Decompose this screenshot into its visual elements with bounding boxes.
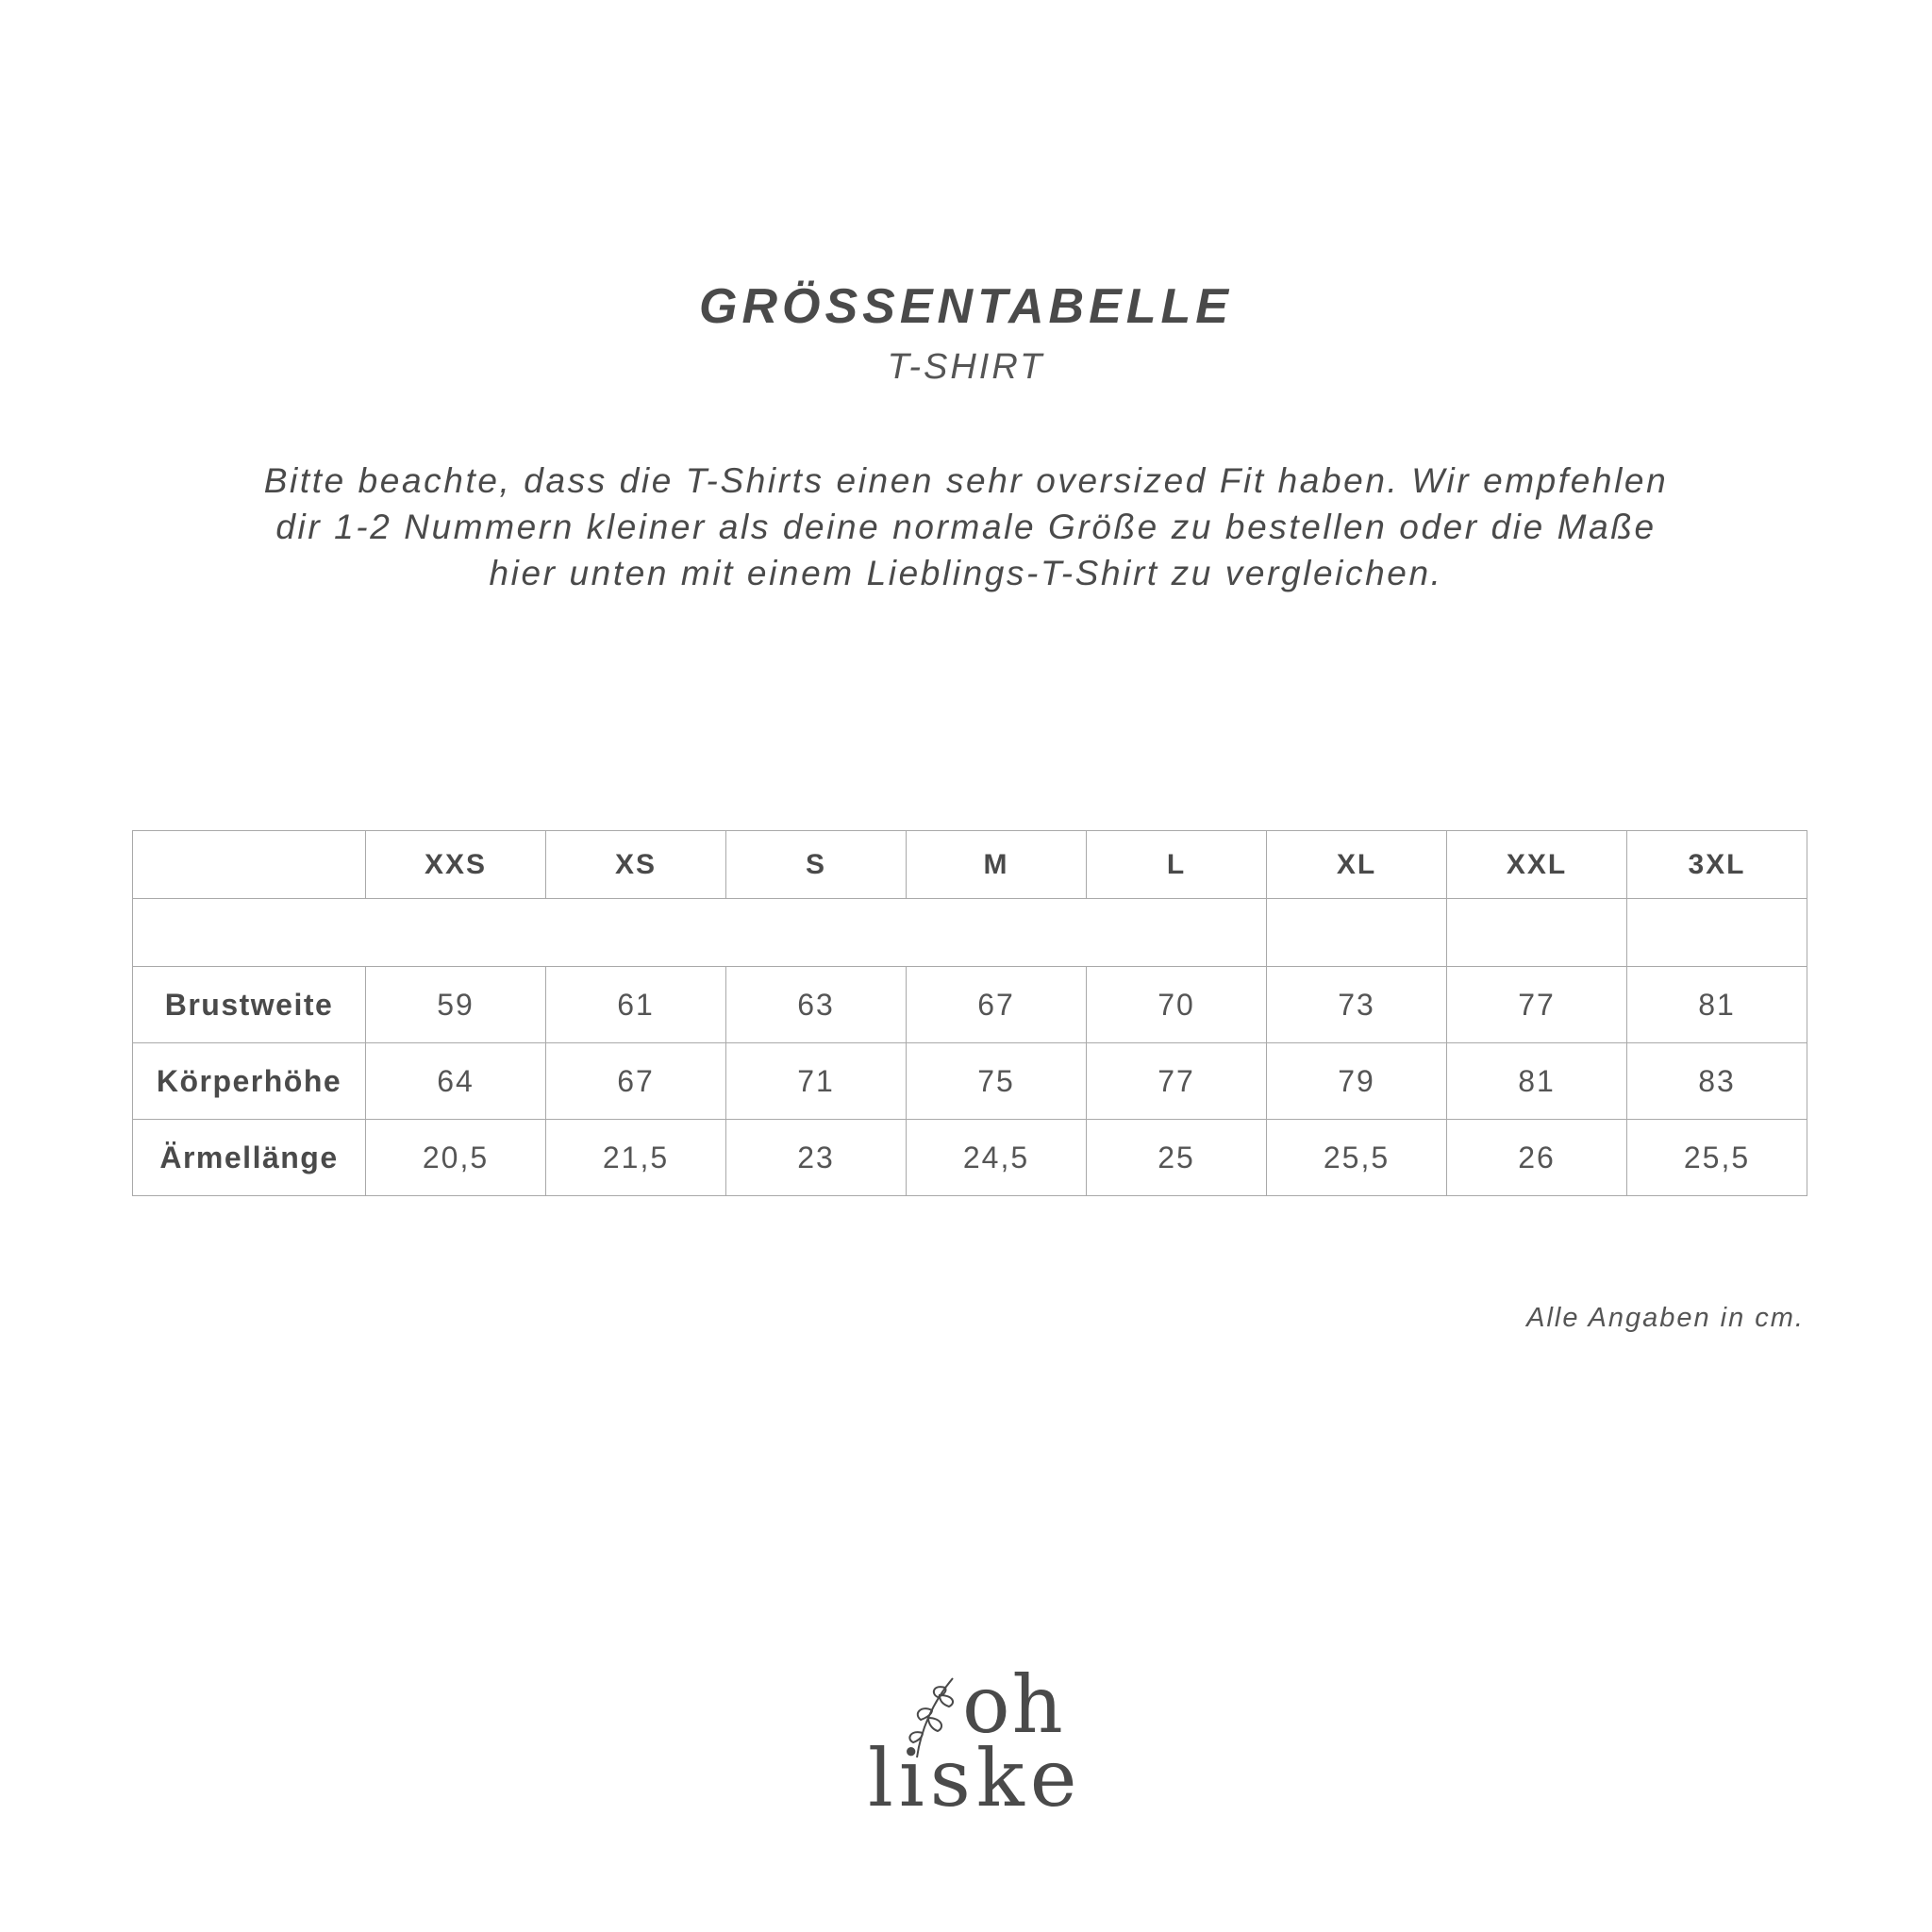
corner-cell — [133, 831, 366, 899]
fit-note-line: dir 1-2 Nummern kleiner als deine normale Größe zu bestellen oder die Maße — [275, 508, 1657, 546]
table-cell: 81 — [1447, 1043, 1627, 1120]
spacer-cell — [1447, 899, 1627, 967]
table-cell: 70 — [1087, 967, 1267, 1043]
table-cell: 73 — [1267, 967, 1447, 1043]
table-cell: 77 — [1087, 1043, 1267, 1120]
table-cell: 61 — [546, 967, 726, 1043]
table-row — [133, 1120, 1807, 1196]
table-cell: 25 — [1087, 1120, 1267, 1196]
spacer-cell — [133, 899, 1267, 967]
table-cell: 26 — [1447, 1120, 1627, 1196]
size-header-cell: L — [1087, 831, 1267, 899]
table-cell: 25,5 — [1267, 1120, 1447, 1196]
brand-logo — [868, 1658, 1085, 1825]
spacer-row — [133, 899, 1807, 967]
size-header-cell: 3XL — [1627, 831, 1807, 899]
table-cell: 79 — [1267, 1043, 1447, 1120]
page-title: GRÖSSENTABELLE — [699, 279, 1233, 334]
table-cell: 67 — [907, 967, 1087, 1043]
logo-text-oh: oh — [962, 1658, 1065, 1751]
table-cell: 77 — [1447, 967, 1627, 1043]
page-subtitle: T-SHIRT — [887, 347, 1045, 387]
table-cell: 71 — [726, 1043, 907, 1120]
table-row — [133, 1043, 1807, 1120]
spacer-cell — [1267, 899, 1447, 967]
table-cell: 25,5 — [1627, 1120, 1807, 1196]
size-header-cell: S — [726, 831, 907, 899]
table-cell: 75 — [907, 1043, 1087, 1120]
size-header-cell: XXS — [366, 831, 546, 899]
fit-note — [211, 458, 1721, 596]
table-cell: 24,5 — [907, 1120, 1087, 1196]
spacer-cell — [1627, 899, 1807, 967]
size-header-cell: XS — [546, 831, 726, 899]
size-header-cell: XL — [1267, 831, 1447, 899]
fit-note-line: Bitte beachte, dass die T-Shirts einen sehr oversized Fit haben. Wir empfehlen — [263, 461, 1669, 500]
row-label: Ärmellänge — [133, 1120, 366, 1196]
table-cell: 20,5 — [366, 1120, 546, 1196]
table-cell: 83 — [1627, 1043, 1807, 1120]
size-header-cell: M — [907, 831, 1087, 899]
table-cell: 81 — [1627, 967, 1807, 1043]
fit-note-line: hier unten mit einem Lieblings-T-Shirt zu vergleichen. — [489, 554, 1443, 592]
table-cell: 59 — [366, 967, 546, 1043]
size-table — [132, 830, 1807, 1196]
table-cell: 63 — [726, 967, 907, 1043]
table-cell: 23 — [726, 1120, 907, 1196]
row-label: Körperhöhe — [133, 1043, 366, 1120]
logo-text-liske: liske — [868, 1732, 1083, 1824]
table-cell: 67 — [546, 1043, 726, 1120]
table-row — [133, 967, 1807, 1043]
row-label: Brustweite — [133, 967, 366, 1043]
table-cell: 64 — [366, 1043, 546, 1120]
table-cell: 21,5 — [546, 1120, 726, 1196]
size-header-cell: XXL — [1447, 831, 1627, 899]
size-header-row — [133, 831, 1807, 899]
unit-note: Alle Angaben in cm. — [1526, 1303, 1805, 1333]
